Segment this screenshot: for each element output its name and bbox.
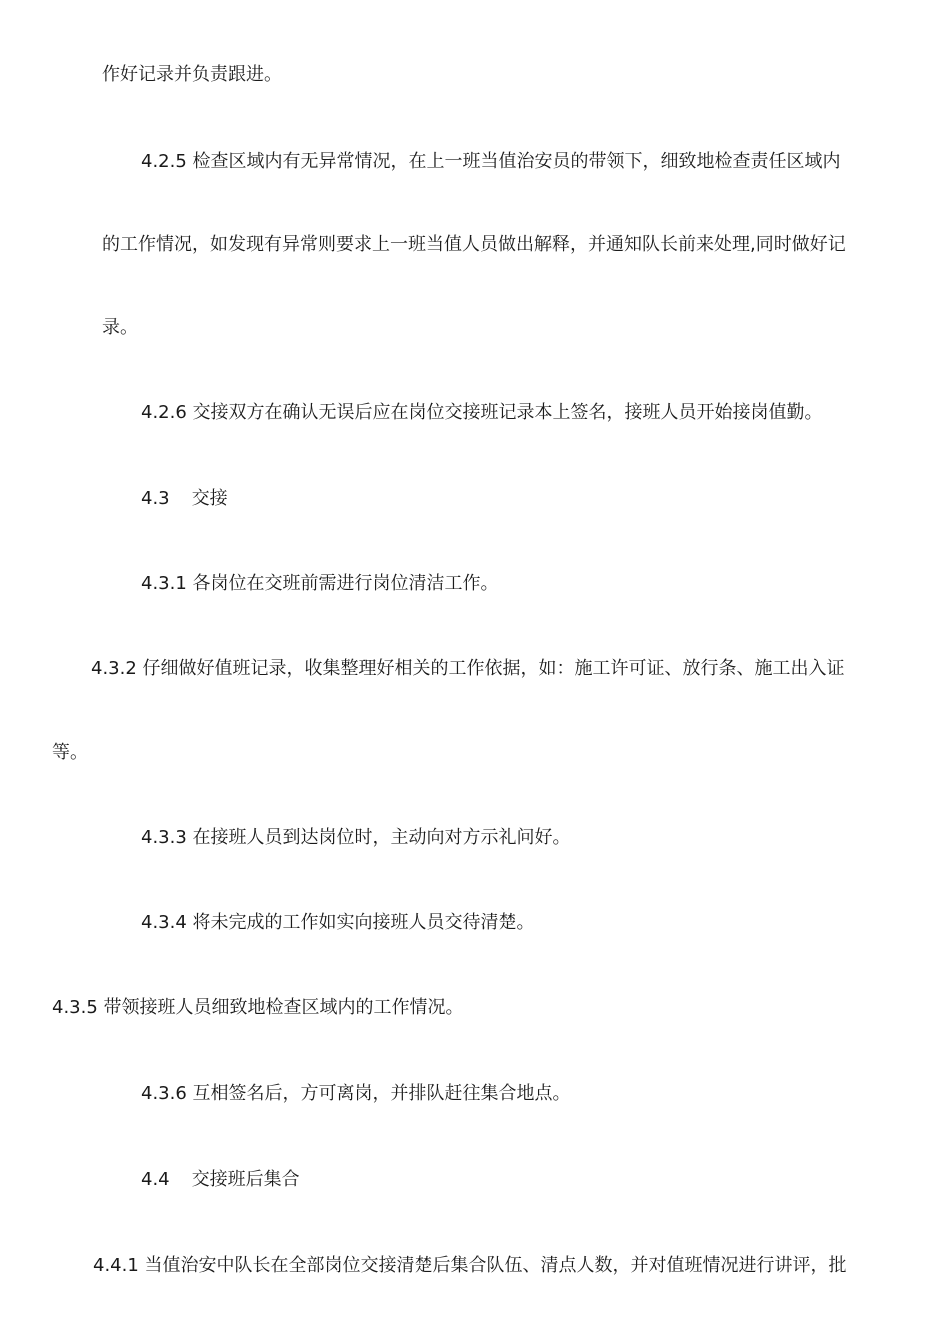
section-number: 4.4 <box>141 1169 170 1190</box>
section-title: 交接 <box>191 488 228 509</box>
paragraph-line: 录。 <box>102 317 138 338</box>
paragraph-line: 4.3.2 仔细做好值班记录，收集整理好相关的工作依据，如：施工许可证、放行条、施工出入证 <box>91 658 845 679</box>
paragraph-line: 作好记录并负责跟进。 <box>102 64 282 85</box>
section-title: 交接班后集合 <box>191 1169 300 1190</box>
paragraph-line: 的工作情况，如发现有异常则要求上一班当值人员做出解释，并通知队长前来处理,同时做好记 <box>102 234 846 255</box>
paragraph-line: 4.3.1 各岗位在交班前需进行岗位清洁工作。 <box>141 573 499 594</box>
paragraph-line: 4.3.5 带领接班人员细致地检查区域内的工作情况。 <box>52 997 464 1018</box>
paragraph-line: 等。 <box>52 742 88 763</box>
paragraph-line: 4.3.4 将未完成的工作如实向接班人员交待清楚。 <box>141 912 535 933</box>
section-number: 4.3 <box>141 488 170 509</box>
paragraph-line: 4.2.6 交接双方在确认无误后应在岗位交接班记录本上签名，接班人员开始接岗值勤。 <box>141 402 823 423</box>
paragraph-line: 4.3.3 在接班人员到达岗位时，主动向对方示礼问好。 <box>141 827 571 848</box>
paragraph-line: 4.2.5 检查区域内有无异常情况，在上一班当值治安员的带领下，细致地检查责任区域内 <box>141 151 841 172</box>
paragraph-line: 4.3.6 互相签名后，方可离岗，并排队赶往集合地点。 <box>141 1083 571 1104</box>
paragraph-line: 4.4.1 当值治安中队长在全部岗位交接清楚后集合队伍、清点人数，并对值班情况进行讲评，批 <box>93 1255 847 1276</box>
section-heading <box>141 1168 300 1192</box>
section-heading <box>141 487 228 511</box>
